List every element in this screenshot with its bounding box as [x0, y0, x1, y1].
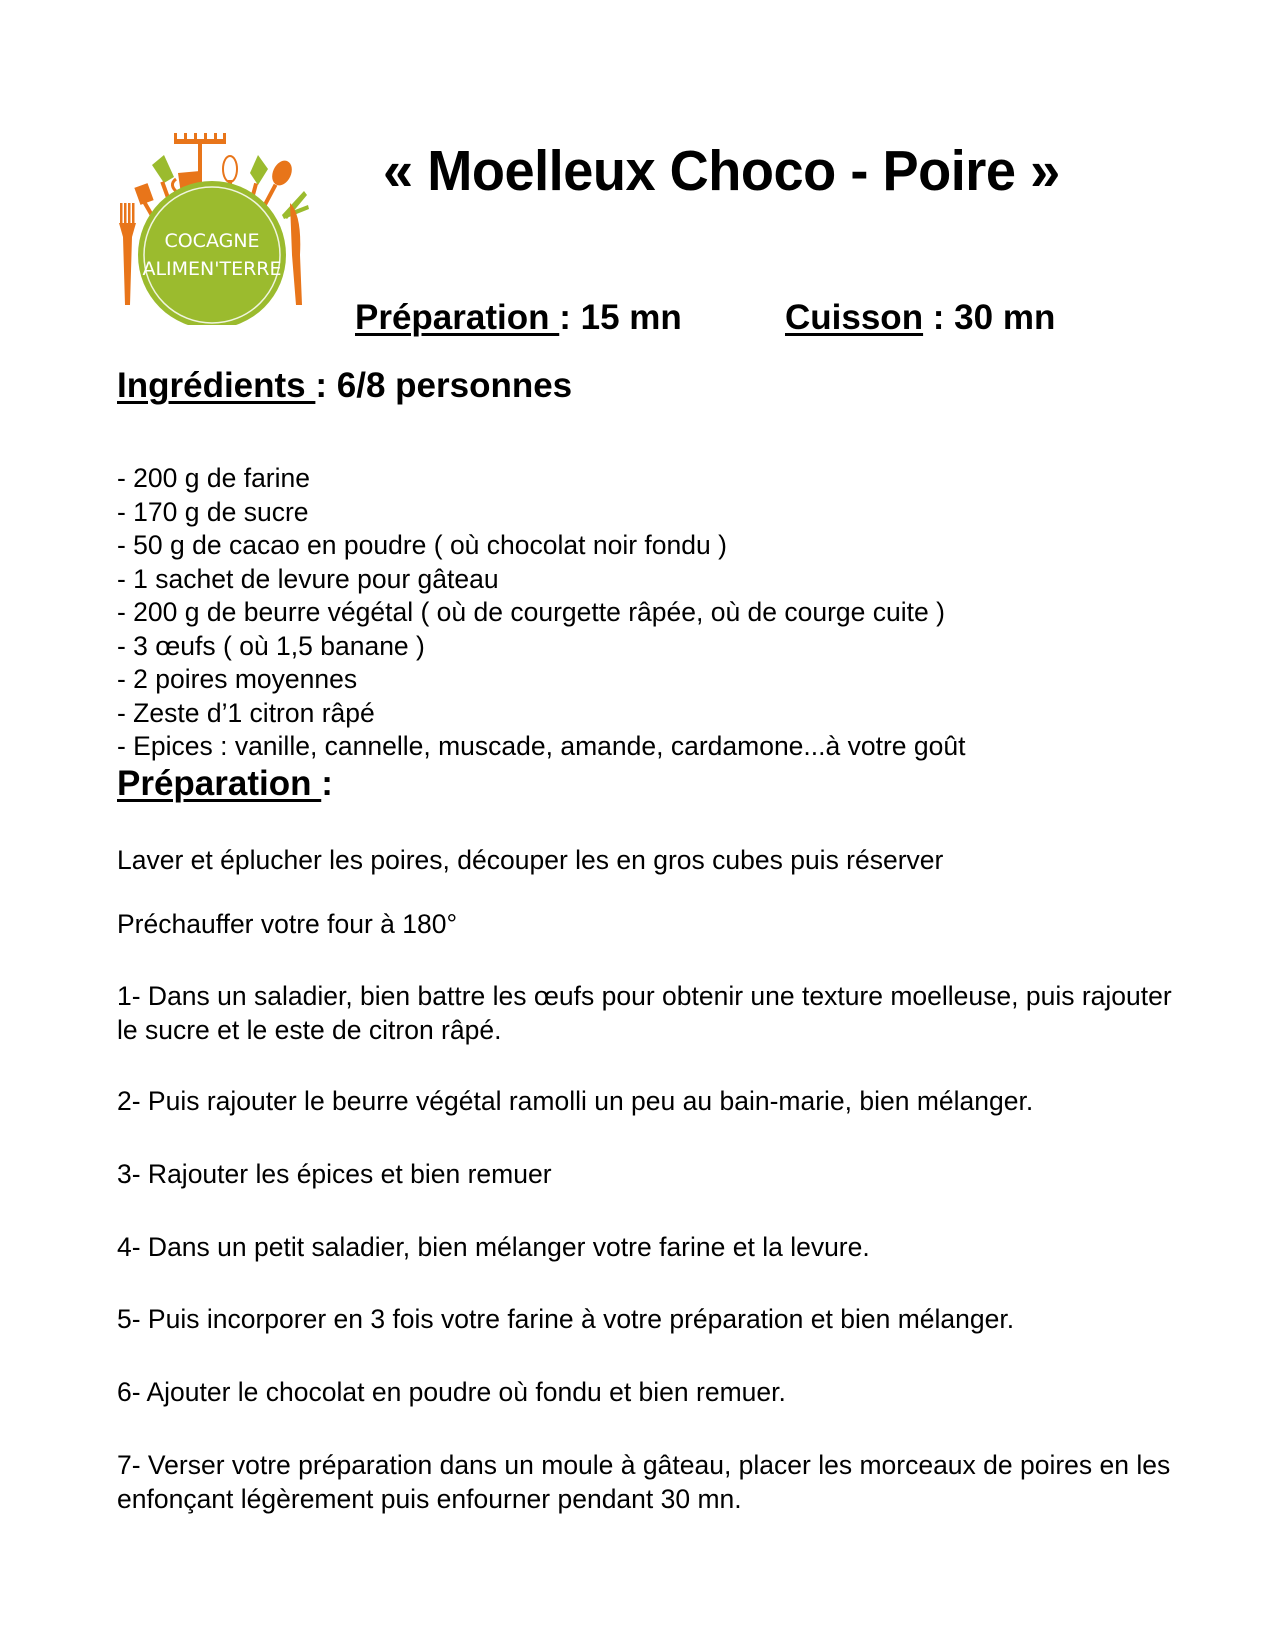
- ingredient-item: - 200 g de farine: [117, 463, 310, 493]
- cooking-time-label: Cuisson: [785, 298, 924, 337]
- cooking-time-value: : 30 mn: [923, 298, 1056, 337]
- ingredient-item: - 1 sachet de levure pour gâteau: [117, 563, 499, 594]
- ingredient-item: - 3 œufs ( où 1,5 banane ): [117, 630, 425, 661]
- logo-graphic: [112, 125, 322, 325]
- ingredient-item: - 50 g de cacao en poudre ( où chocolat noir fondu ): [117, 530, 727, 560]
- logo-text-line2: ALIMEN'TERRE: [142, 258, 282, 280]
- preparation-heading: [117, 764, 333, 804]
- preparation-step: Préchauffer votre four à 180°: [117, 909, 458, 939]
- ingredient-item: - Epices : vanille, cannelle, muscade, amande, cardamone...à votre goût: [117, 731, 966, 761]
- preparation-step: 4- Dans un petit saladier, bien mélanger votre farine et la levure.: [117, 1232, 870, 1262]
- ingredient-item: - Zeste d’1 citron râpé: [117, 697, 375, 728]
- preparation-step: 6- Ajouter le chocolat en poudre où fondu et bien remuer.: [117, 1377, 786, 1407]
- ingredient-item: - 200 g de beurre végétal ( où de courgette râpée, où de courge cuite ): [117, 597, 945, 627]
- ingredients-servings: : 6/8 personnes: [315, 366, 573, 405]
- cooking-time: [785, 298, 1055, 338]
- logo-text-line1: COCAGNE: [164, 230, 260, 252]
- preparation-step: 2- Puis rajouter le beurre végétal ramolli un peu au bain-marie, bien mélanger.: [117, 1086, 1034, 1116]
- preparation-step: 3- Rajouter les épices et bien remuer: [117, 1159, 552, 1189]
- fork-icon: [119, 203, 136, 305]
- ingredients-heading: [117, 366, 572, 406]
- ingredients-heading-label: Ingrédients: [117, 366, 316, 405]
- preparation-time-value: : 15 mn: [559, 298, 682, 337]
- recipe-title: « Moelleux Choco - Poire »: [383, 139, 1060, 203]
- knife-icon: [290, 203, 302, 305]
- preparation-heading-colon: :: [321, 764, 333, 803]
- preparation-step: 5- Puis incorporer en 3 fois votre farine à votre préparation et bien mélanger.: [117, 1304, 1015, 1334]
- preparation-step: Laver et éplucher les poires, découper les en gros cubes puis réserver: [117, 845, 944, 875]
- preparation-heading-label: Préparation: [117, 764, 322, 803]
- ingredient-item: - 170 g de sucre: [117, 496, 309, 527]
- preparation-step: 1- Dans un saladier, bien battre les œufs pour obtenir une texture moelleuse, puis rajouter le sucre et le este de citron râpé.: [117, 981, 1172, 1045]
- preparation-step: 7- Verser votre préparation dans un moule à gâteau, placer les morceaux de poires en les enfonçant légèrement puis enfourner pendant 30 mn.: [117, 1450, 1171, 1514]
- ingredient-item: - 2 poires moyennes: [117, 664, 358, 694]
- preparation-time-label: Préparation: [355, 298, 560, 337]
- preparation-time: [355, 298, 682, 338]
- logo-circle: [138, 181, 286, 325]
- ingredients-list: [117, 462, 965, 764]
- cocagne-logo: [112, 125, 322, 325]
